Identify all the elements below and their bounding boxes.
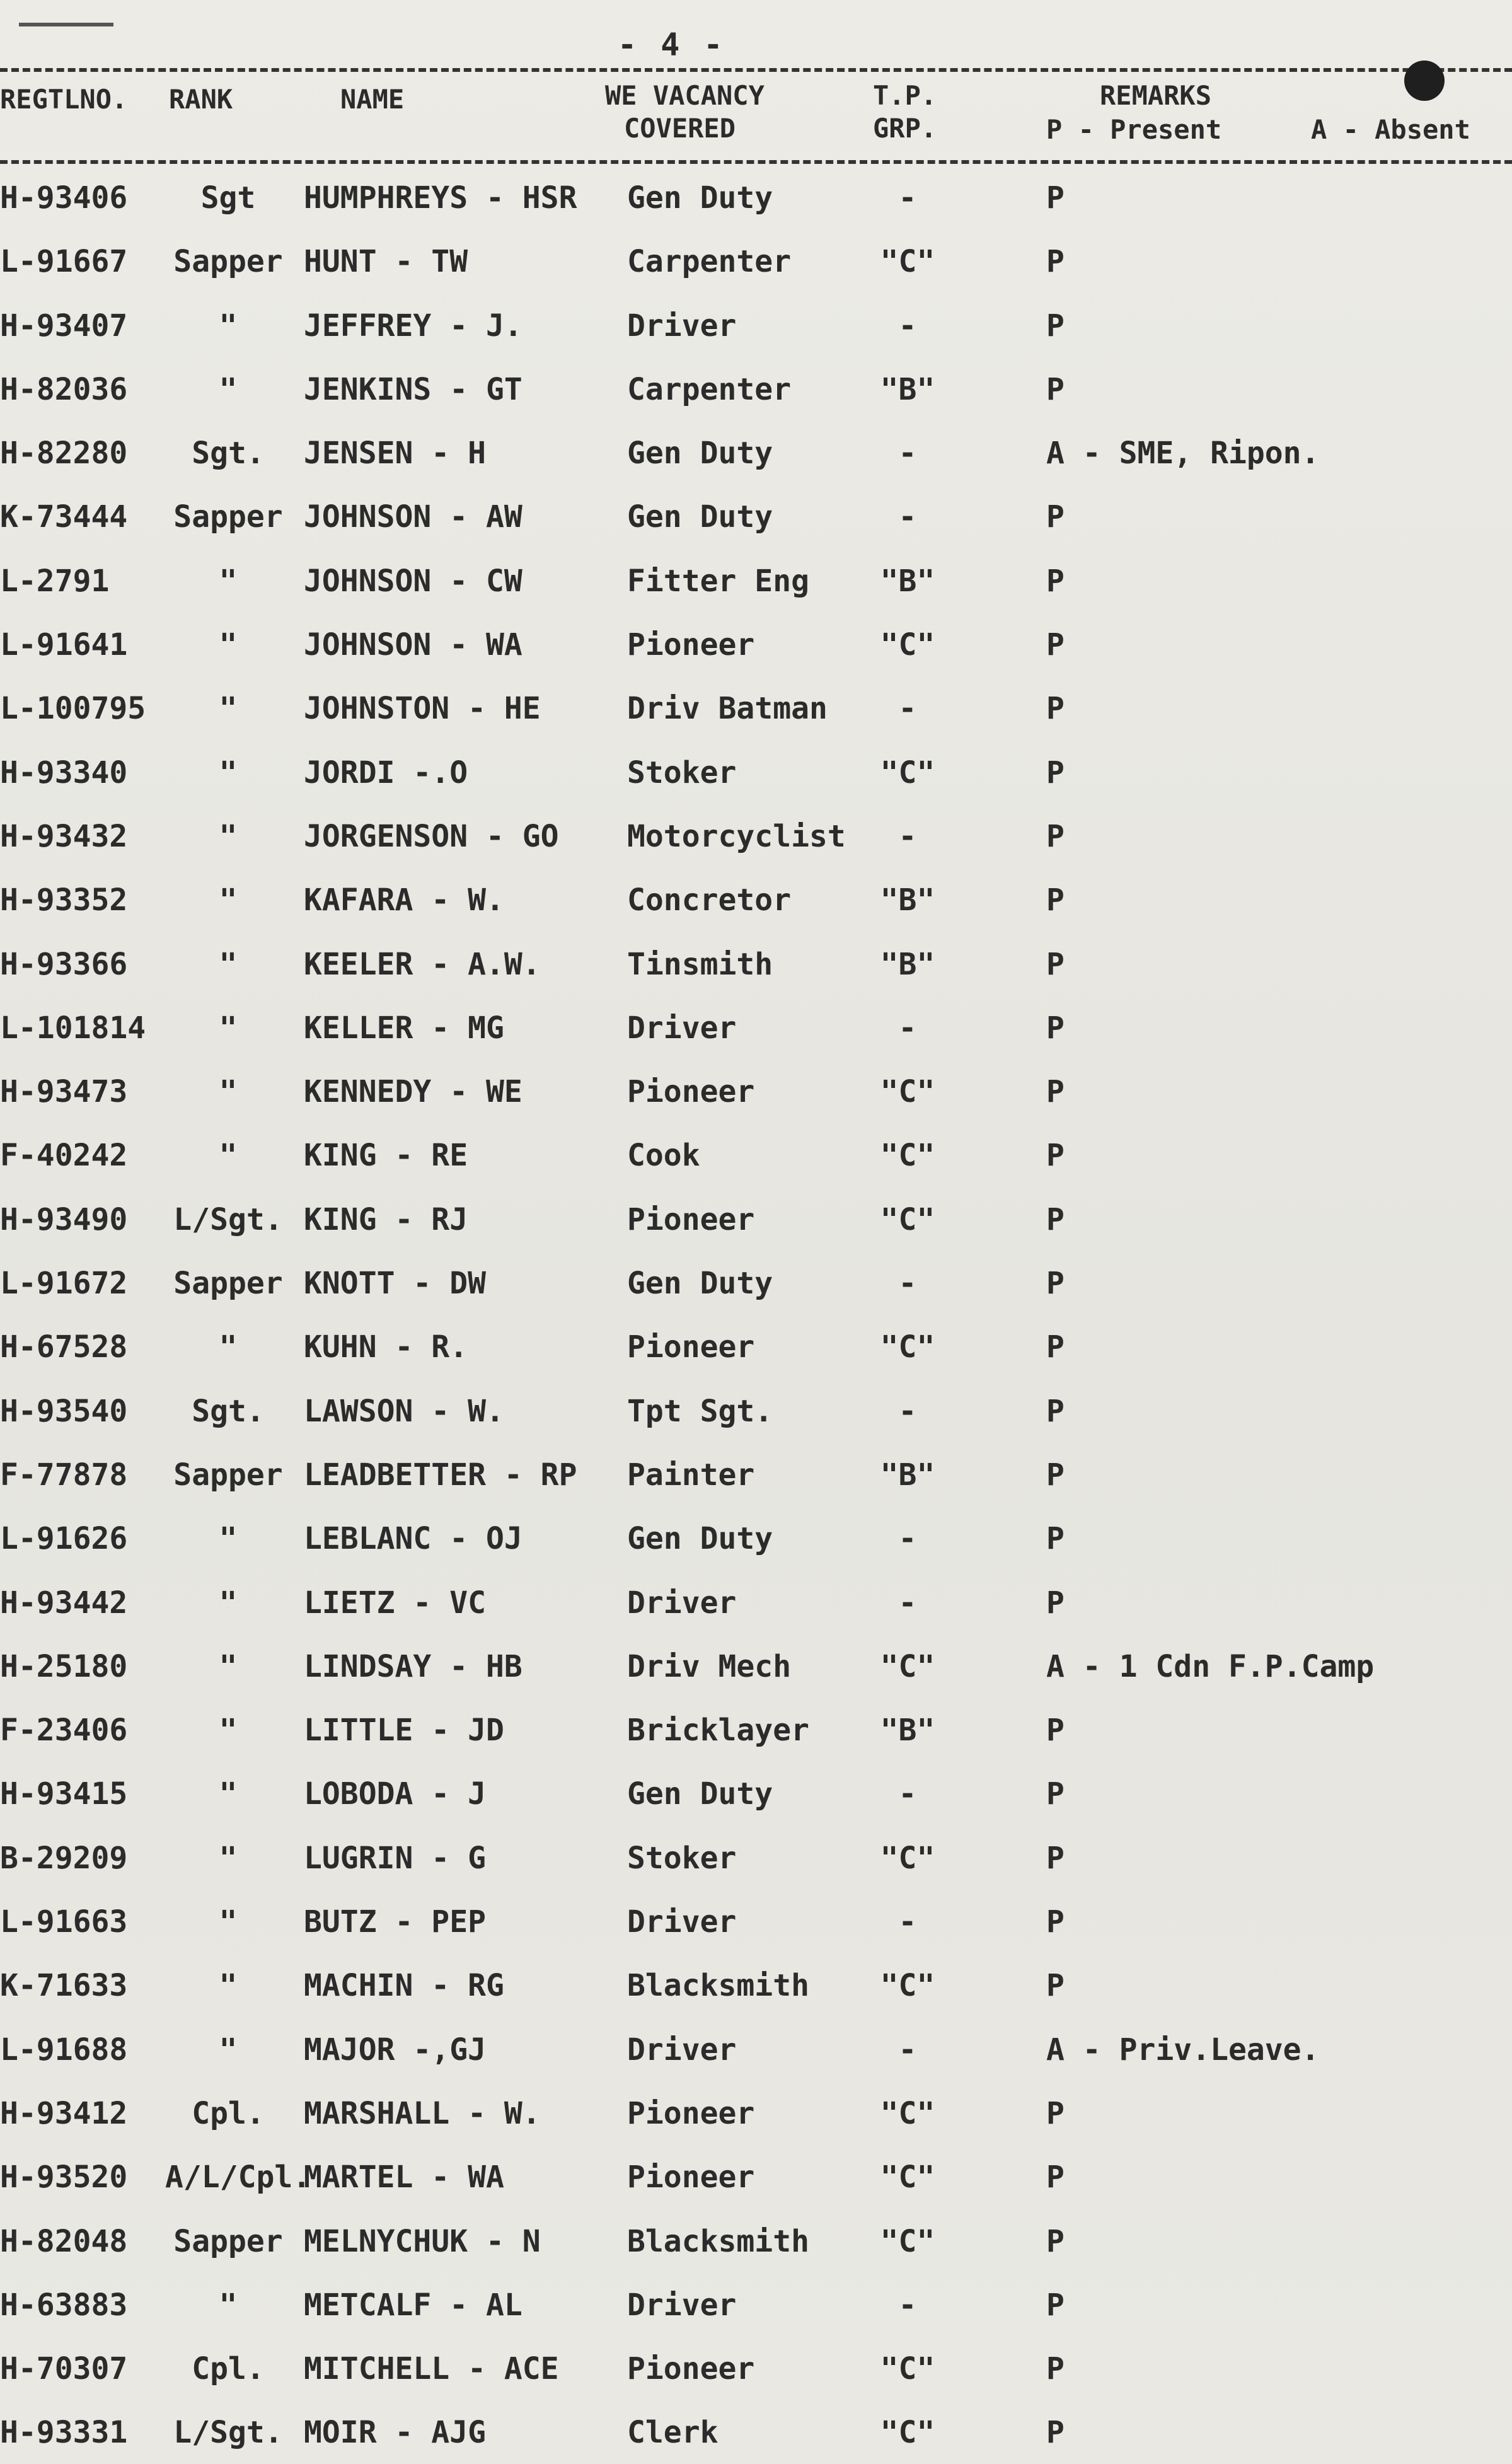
rank-cell: Sapper	[173, 244, 283, 280]
regt-no-cell: H-63883	[0, 2287, 128, 2323]
corner-mark	[19, 23, 113, 33]
vacancy-cell: Driv Batman	[627, 691, 828, 727]
tp-grp-cell: "C"	[880, 755, 935, 790]
name-cell: JENKINS - GT	[304, 371, 522, 407]
regt-no-cell: F-40242	[0, 1138, 128, 1174]
table-row	[0, 1506, 1512, 1570]
rank-cell: "	[219, 1713, 238, 1749]
name-cell: JOHNSTON - HE	[304, 691, 541, 727]
rank-cell: Sgt.	[192, 1393, 265, 1429]
tp-grp-cell: -	[898, 1266, 917, 1302]
remarks-cell: P	[1046, 2223, 1065, 2259]
vacancy-cell: Gen Duty	[627, 1521, 773, 1557]
rank-cell: "	[219, 1138, 238, 1174]
table-row	[0, 2272, 1512, 2336]
regt-no-cell: K-71633	[0, 1968, 128, 2004]
regt-no-cell: H-82280	[0, 436, 128, 471]
rank-cell: "	[219, 2287, 238, 2323]
name-cell: JOHNSON - CW	[304, 563, 522, 599]
rank-cell: "	[219, 691, 238, 727]
tp-grp-cell: -	[898, 2032, 917, 2068]
tp-grp-cell: "C"	[880, 1074, 935, 1110]
table-row	[0, 1761, 1512, 1825]
tp-grp-cell: "C"	[880, 2160, 935, 2195]
regt-no-cell: L-91688	[0, 2032, 128, 2068]
rank-cell: Sapper	[173, 1266, 283, 1302]
remarks-cell: P	[1046, 2351, 1065, 2387]
regt-no-cell: L-2791	[0, 563, 110, 599]
tp-grp-cell: "B"	[880, 371, 935, 407]
remarks-cell: P	[1046, 2160, 1065, 2195]
regt-no-cell: F-77878	[0, 1457, 128, 1493]
rank-cell: "	[219, 1585, 238, 1621]
rank-cell: Sapper	[173, 2223, 283, 2259]
remarks-cell: P	[1046, 755, 1065, 790]
name-cell: JOHNSON - AW	[304, 499, 522, 535]
name-cell: MITCHELL - ACE	[304, 2351, 559, 2387]
table-row	[0, 804, 1512, 867]
regt-no-cell: L-91626	[0, 1521, 128, 1557]
tp-grp-cell: "C"	[880, 1138, 935, 1174]
table-row	[0, 1379, 1512, 1442]
regt-no-cell: H-93366	[0, 946, 128, 982]
table-row	[0, 1251, 1512, 1314]
remarks-cell: P	[1046, 563, 1065, 599]
vacancy-cell: Motorcyclist	[627, 818, 846, 854]
table-row	[0, 2336, 1512, 2400]
vacancy-cell: Pioneer	[627, 1201, 755, 1237]
name-cell: JEFFREY - J.	[304, 308, 522, 344]
remarks-cell: P	[1046, 1393, 1065, 1429]
tp-grp-cell: -	[898, 1393, 917, 1429]
table-row	[0, 420, 1512, 484]
remarks-cell: P	[1046, 2095, 1065, 2131]
remarks-cell: P	[1046, 1266, 1065, 1302]
vacancy-cell: Driver	[627, 1010, 737, 1046]
regt-no-cell: K-73444	[0, 499, 128, 535]
vacancy-cell: Pioneer	[627, 2095, 755, 2131]
table-row	[0, 1634, 1512, 1698]
regt-no-cell: H-82048	[0, 2223, 128, 2259]
name-cell: HUMPHREYS - HSR	[304, 180, 577, 216]
tp-grp-cell: "C"	[880, 2095, 935, 2131]
tp-grp-cell: -	[898, 308, 917, 344]
name-cell: LAWSON - W.	[304, 1393, 504, 1429]
name-cell: LIETZ - VC	[304, 1585, 486, 1621]
rank-cell: "	[219, 1074, 238, 1110]
name-cell: KNOTT - DW	[304, 1266, 486, 1302]
regt-no-cell: H-93407	[0, 308, 128, 344]
table-row	[0, 293, 1512, 357]
rank-cell: "	[219, 2032, 238, 2068]
rank-cell: Sapper	[173, 1457, 283, 1493]
vacancy-cell: Gen Duty	[627, 1776, 773, 1812]
header-absent-legend: A - Absent	[1311, 114, 1470, 145]
table-row	[0, 229, 1512, 292]
rank-cell: Sapper	[173, 499, 283, 535]
remarks-cell: P	[1046, 1968, 1065, 2004]
table-row	[0, 1187, 1512, 1251]
rank-cell: "	[219, 1968, 238, 2004]
rank-cell: "	[219, 882, 238, 918]
regt-no-cell: H-93520	[0, 2160, 128, 2195]
header-present-legend: P - Present	[1046, 114, 1222, 145]
remarks-cell: P	[1046, 1329, 1065, 1365]
remarks-cell: P	[1046, 1010, 1065, 1046]
tp-grp-cell: "C"	[880, 2351, 935, 2387]
remarks-cell: P	[1046, 1713, 1065, 1749]
table-row	[0, 867, 1512, 931]
tp-grp-cell: "C"	[880, 1840, 935, 1876]
tp-grp-cell: -	[898, 1904, 917, 1940]
name-cell: JENSEN - H	[304, 436, 486, 471]
regt-no-cell: H-93352	[0, 882, 128, 918]
regt-no-cell: H-82036	[0, 371, 128, 407]
rank-cell: Sgt.	[192, 436, 265, 471]
table-row	[0, 1442, 1512, 1506]
tp-grp-cell: "C"	[880, 1968, 935, 2004]
remarks-cell: P	[1046, 1904, 1065, 1940]
header-tp-grp	[873, 79, 937, 145]
rank-cell: L/Sgt.	[173, 1201, 283, 1237]
page-number: - 4 -	[618, 26, 725, 63]
remarks-cell: P	[1046, 1138, 1065, 1174]
rank-cell: L/Sgt.	[173, 2415, 283, 2451]
rank-cell: Cpl.	[192, 2351, 265, 2387]
tp-grp-cell: "C"	[880, 1201, 935, 1237]
remarks-cell: P	[1046, 1457, 1065, 1493]
vacancy-cell: Clerk	[627, 2415, 718, 2451]
regt-no-cell: L-100795	[0, 691, 146, 727]
table-row	[0, 1123, 1512, 1186]
regt-no-cell: H-93415	[0, 1776, 128, 1812]
tp-grp-cell: "B"	[880, 946, 935, 982]
name-cell: KELLER - MG	[304, 1010, 504, 1046]
table-row	[0, 2144, 1512, 2208]
name-cell: KAFARA - W.	[304, 882, 504, 918]
table-row	[0, 1825, 1512, 1889]
remarks-cell: P	[1046, 244, 1065, 280]
table-row	[0, 2017, 1512, 2081]
name-cell: BUTZ - PEP	[304, 1904, 486, 1940]
tp-grp-cell: "B"	[880, 882, 935, 918]
regt-no-cell: L-101814	[0, 1010, 146, 1046]
name-cell: KEELER - A.W.	[304, 946, 541, 982]
table-row	[0, 2400, 1512, 2463]
name-cell: LOBODA - J	[304, 1776, 486, 1812]
regt-no-cell: F-23406	[0, 1713, 128, 1749]
vacancy-cell: Cook	[627, 1138, 700, 1174]
name-cell: LUGRIN - G	[304, 1840, 486, 1876]
header-tp-line2: GRP.	[873, 113, 937, 144]
tp-grp-cell: "C"	[880, 244, 935, 280]
name-cell: LINDSAY - HB	[304, 1648, 522, 1684]
rank-cell: A/L/Cpl.	[165, 2160, 311, 2195]
name-cell: JOHNSON - WA	[304, 627, 522, 663]
regt-no-cell: L-91667	[0, 244, 128, 280]
name-cell: KING - RJ	[304, 1201, 468, 1237]
remarks-cell: P	[1046, 499, 1065, 535]
remarks-cell: P	[1046, 882, 1065, 918]
regt-no-cell: B-29209	[0, 1840, 128, 1876]
tp-grp-cell: "B"	[880, 1457, 935, 1493]
tp-grp-cell: "C"	[880, 1329, 935, 1365]
remarks-cell: P	[1046, 2287, 1065, 2323]
remarks-cell: P	[1046, 2415, 1065, 2451]
rank-cell: "	[219, 1010, 238, 1046]
vacancy-cell: Driver	[627, 2032, 737, 2068]
tp-grp-cell: -	[898, 1776, 917, 1812]
table-row	[0, 1889, 1512, 1953]
rank-cell: "	[219, 563, 238, 599]
table-row	[0, 740, 1512, 804]
header-vacancy	[605, 79, 765, 145]
header-top-rule	[0, 68, 1512, 72]
regt-no-cell: H-93442	[0, 1585, 128, 1621]
tp-grp-cell: "C"	[880, 627, 935, 663]
remarks-cell: P	[1046, 308, 1065, 344]
header-rank: RANK	[169, 84, 233, 115]
tp-grp-cell: "C"	[880, 2223, 935, 2259]
name-cell: KENNEDY - WE	[304, 1074, 522, 1110]
remarks-cell: P	[1046, 946, 1065, 982]
remarks-cell: A - Priv.Leave.	[1046, 2032, 1320, 2068]
header-regt-no: REGTLNO.	[0, 84, 128, 115]
header-tp-line1: T.P.	[873, 80, 937, 111]
vacancy-cell: Pioneer	[627, 1329, 755, 1365]
vacancy-cell: Fitter Eng	[627, 563, 809, 599]
rank-cell: "	[219, 946, 238, 982]
table-row	[0, 1953, 1512, 2016]
rank-cell: "	[219, 627, 238, 663]
remarks-cell: A - 1 Cdn F.P.Camp	[1046, 1648, 1375, 1684]
vacancy-cell: Gen Duty	[627, 499, 773, 535]
regt-no-cell: H-93412	[0, 2095, 128, 2131]
tp-grp-cell: -	[898, 691, 917, 727]
tp-grp-cell: "B"	[880, 1713, 935, 1749]
regt-no-cell: H-93406	[0, 180, 128, 216]
table-row	[0, 165, 1512, 229]
header-vacancy-line2: COVERED	[624, 113, 736, 144]
remarks-cell: P	[1046, 180, 1065, 216]
regt-no-cell: L-91672	[0, 1266, 128, 1302]
vacancy-cell: Blacksmith	[627, 1968, 809, 2004]
regt-no-cell: H-93432	[0, 818, 128, 854]
table-row	[0, 1059, 1512, 1123]
vacancy-cell: Gen Duty	[627, 180, 773, 216]
name-cell: JORDI -.O	[304, 755, 468, 790]
name-cell: KING - RE	[304, 1138, 468, 1174]
regt-no-cell: H-93473	[0, 1074, 128, 1110]
vacancy-cell: Carpenter	[627, 371, 792, 407]
rank-cell: "	[219, 818, 238, 854]
vacancy-cell: Gen Duty	[627, 1266, 773, 1302]
table-row	[0, 1570, 1512, 1634]
name-cell: MELNYCHUK - N	[304, 2223, 541, 2259]
table-row	[0, 2209, 1512, 2272]
vacancy-cell: Driv Mech	[627, 1648, 792, 1684]
name-cell: HUNT - TW	[304, 244, 468, 280]
vacancy-cell: Bricklayer	[627, 1713, 809, 1749]
vacancy-cell: Tpt Sgt.	[627, 1393, 773, 1429]
remarks-cell: A - SME, Ripon.	[1046, 436, 1320, 471]
remarks-cell: P	[1046, 691, 1065, 727]
vacancy-cell: Blacksmith	[627, 2223, 809, 2259]
vacancy-cell: Painter	[627, 1457, 755, 1493]
vacancy-cell: Driver	[627, 1904, 737, 1940]
vacancy-cell: Pioneer	[627, 627, 755, 663]
name-cell: MARTEL - WA	[304, 2160, 504, 2195]
vacancy-cell: Pioneer	[627, 1074, 755, 1110]
regt-no-cell: H-93540	[0, 1393, 128, 1429]
vacancy-cell: Gen Duty	[627, 436, 773, 471]
table-row	[0, 1698, 1512, 1761]
remarks-cell: P	[1046, 627, 1065, 663]
nominal-roll-table	[0, 165, 1512, 2464]
table-row	[0, 484, 1512, 548]
name-cell: LEADBETTER - RP	[304, 1457, 577, 1493]
rank-cell: "	[219, 308, 238, 344]
rank-cell: "	[219, 1904, 238, 1940]
table-row	[0, 2081, 1512, 2144]
remarks-cell: P	[1046, 1521, 1065, 1557]
regt-no-cell: H-70307	[0, 2351, 128, 2387]
name-cell: KUHN - R.	[304, 1329, 468, 1365]
rank-cell: "	[219, 371, 238, 407]
vacancy-cell: Concretor	[627, 882, 792, 918]
vacancy-cell: Stoker	[627, 1840, 737, 1876]
name-cell: MAJOR -,GJ	[304, 2032, 486, 2068]
rank-cell: "	[219, 1521, 238, 1557]
remarks-cell: P	[1046, 1201, 1065, 1237]
vacancy-cell: Stoker	[627, 755, 737, 790]
table-row	[0, 1314, 1512, 1378]
name-cell: LEBLANC - OJ	[304, 1521, 522, 1557]
table-row	[0, 548, 1512, 612]
name-cell: MARSHALL - W.	[304, 2095, 541, 2131]
vacancy-cell: Driver	[627, 2287, 737, 2323]
vacancy-cell: Carpenter	[627, 244, 792, 280]
tp-grp-cell: -	[898, 1010, 917, 1046]
rank-cell: "	[219, 1840, 238, 1876]
remarks-cell: P	[1046, 1074, 1065, 1110]
remarks-cell: P	[1046, 1585, 1065, 1621]
table-row	[0, 995, 1512, 1059]
regt-no-cell: H-93331	[0, 2415, 128, 2451]
remarks-cell: P	[1046, 818, 1065, 854]
vacancy-cell: Driver	[627, 1585, 737, 1621]
name-cell: METCALF - AL	[304, 2287, 522, 2323]
regt-no-cell: L-91663	[0, 1904, 128, 1940]
tp-grp-cell: -	[898, 2287, 917, 2323]
rank-cell: Sgt	[200, 180, 256, 216]
tp-grp-cell: -	[898, 436, 917, 471]
tp-grp-cell: -	[898, 180, 917, 216]
table-row	[0, 612, 1512, 676]
remarks-cell: P	[1046, 371, 1065, 407]
header-bottom-rule	[0, 160, 1512, 164]
header-name: NAME	[340, 84, 405, 115]
rank-cell: "	[219, 1329, 238, 1365]
rank-cell: "	[219, 1776, 238, 1812]
vacancy-cell: Pioneer	[627, 2160, 755, 2195]
table-row	[0, 676, 1512, 739]
tp-grp-cell: -	[898, 1521, 917, 1557]
rank-cell: "	[219, 755, 238, 790]
table-row	[0, 357, 1512, 420]
tp-grp-cell: "C"	[880, 1648, 935, 1684]
punch-hole	[1404, 61, 1445, 101]
name-cell: JORGENSON - GO	[304, 818, 559, 854]
regt-no-cell: H-93340	[0, 755, 128, 790]
tp-grp-cell: "B"	[880, 563, 935, 599]
header-vacancy-line1: WE VACANCY	[605, 80, 765, 111]
remarks-cell: P	[1046, 1776, 1065, 1812]
header-remarks: REMARKS	[1100, 80, 1212, 111]
regt-no-cell: H-67528	[0, 1329, 128, 1365]
vacancy-cell: Pioneer	[627, 2351, 755, 2387]
table-row	[0, 932, 1512, 995]
name-cell: LITTLE - JD	[304, 1713, 504, 1749]
tp-grp-cell: -	[898, 818, 917, 854]
rank-cell: Cpl.	[192, 2095, 265, 2131]
name-cell: MACHIN - RG	[304, 1968, 504, 2004]
rank-cell: "	[219, 1648, 238, 1684]
tp-grp-cell: -	[898, 499, 917, 535]
vacancy-cell: Tinsmith	[627, 946, 773, 982]
vacancy-cell: Driver	[627, 308, 737, 344]
regt-no-cell: L-91641	[0, 627, 128, 663]
regt-no-cell: H-25180	[0, 1648, 128, 1684]
tp-grp-cell: -	[898, 1585, 917, 1621]
tp-grp-cell: "C"	[880, 2415, 935, 2451]
name-cell: MOIR - AJG	[304, 2415, 486, 2451]
remarks-cell: P	[1046, 1840, 1065, 1876]
regt-no-cell: H-93490	[0, 1201, 128, 1237]
